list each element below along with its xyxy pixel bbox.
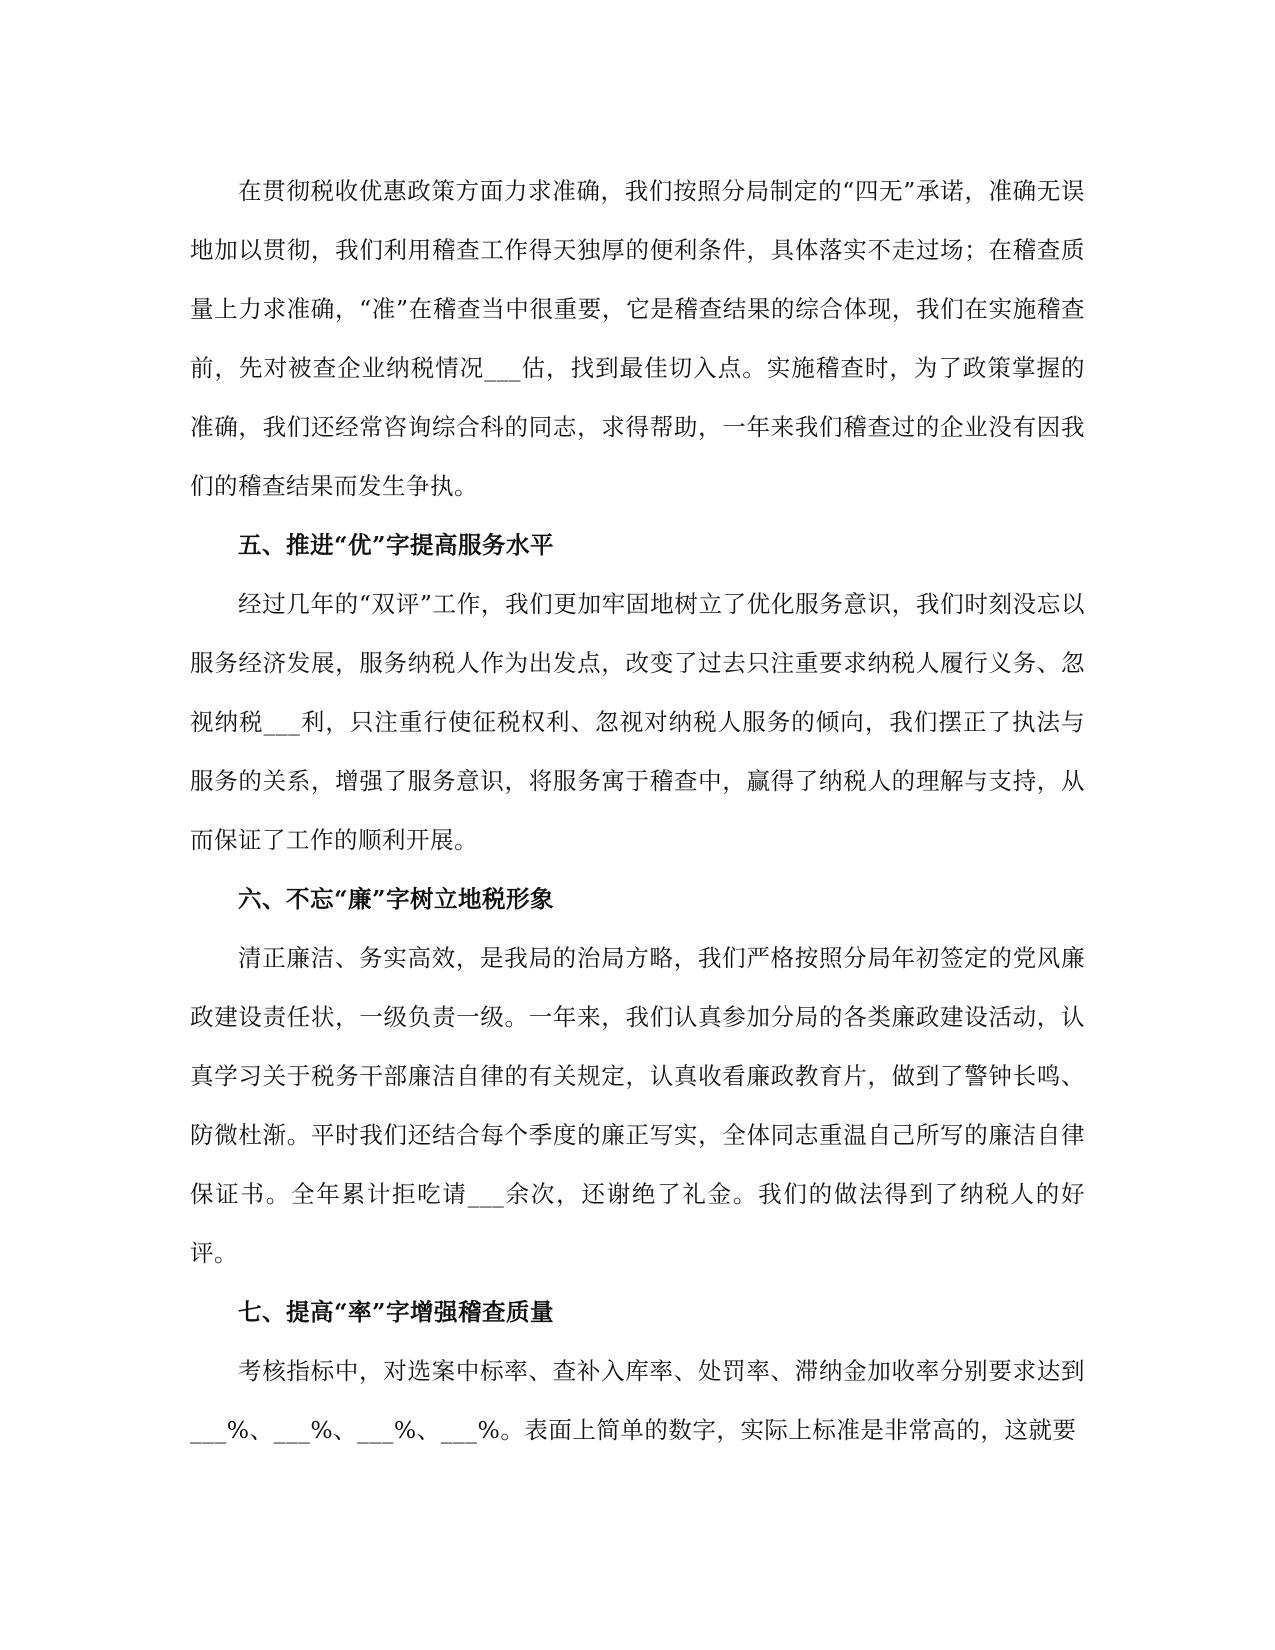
document-body (190, 162, 1085, 1460)
section-heading-6: 六、不忘“廉”字树立地税形象 (238, 885, 555, 913)
paragraph-service: 经过几年的“双评”工作，我们更加牢固地树立了优化服务意识，我们时刻没忘以服务经济发展，服务纳税人作为出发点，改变了过去只注重要求纳税人履行义务、忽视纳税___利，只注重行使征税权利、忽视对纳税人服务的倾向，我们摆正了执法与服务的关系，增强了服务意识，将服务寓于稽查中，赢得了纳税人的理解与支持，从而保证了工作的顺利开展。 (190, 590, 1085, 854)
paragraph-rates: 考核指标中，对选案中标率、查补入库率、处罚率、滞纳金加收率分别要求达到___%、___%、___%、___%。表面上简单的数字，实际上标准是非常高的，这就要 (190, 1357, 1085, 1444)
section-heading-5: 五、推进“优”字提高服务水平 (238, 531, 555, 559)
paragraph-accuracy: 在贯彻税收优惠政策方面力求准确，我们按照分局制定的“四无”承诺，准确无误地加以贯彻，我们利用稽查工作得天独厚的便利条件，具体落实不走过场；在稽查质量上力求准确，“准”在稽查当中很重要，它是稽查结果的综合体现，我们在实施稽查前，先对被查企业纳税情况___估，找到最佳切入点。实施稽查时，为了政策掌握的准确，我们还经常咨询综合科的同志，求得帮助，一年来我们稽查过的企业没有因我们的稽查结果而发生争执。 (190, 177, 1085, 500)
section-heading-7: 七、提高“率”字增强稽查质量 (238, 1298, 555, 1326)
paragraph-integrity: 清正廉洁、务实高效，是我局的治局方略，我们严格按照分局年初签定的党风廉政建设责任状，一级负责一级。一年来，我们认真参加分局的各类廉政建设活动，认真学习关于税务干部廉洁自律的有关规定，认真收看廉政教育片，做到了警钟长鸣、防微杜渐。平时我们还结合每个季度的廉正写实，全体同志重温自己所写的廉洁自律保证书。全年累计拒吃请___余次，还谢绝了礼金。我们的做法得到了纳税人的好评。 (190, 944, 1085, 1267)
